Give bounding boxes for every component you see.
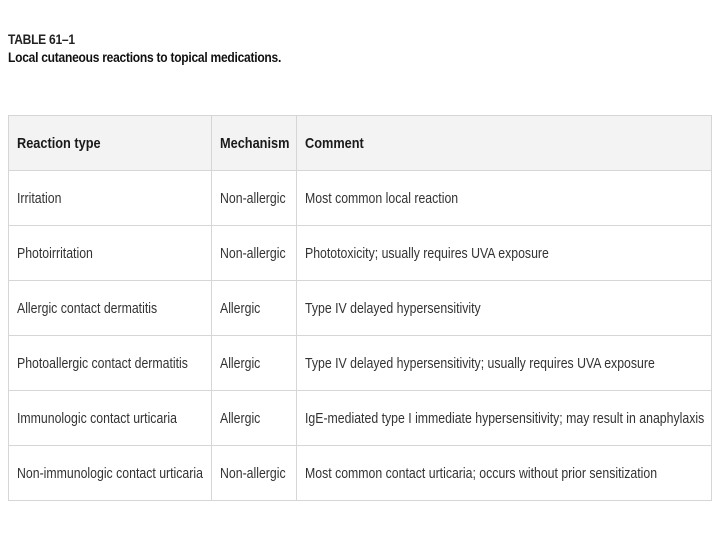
cell-comment xyxy=(297,446,712,501)
cell-mechanism xyxy=(212,226,297,281)
cell-text: Most common local reaction xyxy=(305,189,459,207)
table-row xyxy=(9,171,712,226)
header-reaction-type xyxy=(9,116,212,171)
table-row xyxy=(9,391,712,446)
table-row xyxy=(9,226,712,281)
cell-reaction-type xyxy=(9,171,212,226)
cell-text: Photoirritation xyxy=(17,244,93,262)
cell-text: IgE-mediated type I immediate hypersensitivity; may result in anaphylaxis xyxy=(305,409,705,427)
cell-text: Allergic contact dermatitis xyxy=(17,299,158,317)
cell-reaction-type xyxy=(9,336,212,391)
table-number: TABLE 61–1 xyxy=(8,31,75,47)
cell-mechanism xyxy=(212,391,297,446)
cell-text: Type IV delayed hypersensitivity xyxy=(305,299,481,317)
reactions-table xyxy=(8,115,712,501)
table-caption xyxy=(8,30,326,66)
table-header-row xyxy=(9,116,712,171)
cell-comment xyxy=(297,336,712,391)
cell-comment xyxy=(297,226,712,281)
header-mechanism-text: Mechanism xyxy=(220,134,290,152)
cell-reaction-type xyxy=(9,446,212,501)
cell-mechanism xyxy=(212,446,297,501)
cell-text: Type IV delayed hypersensitivity; usually requires UVA exposure xyxy=(305,354,655,372)
header-mechanism xyxy=(212,116,297,171)
cell-text: Non-allergic xyxy=(220,244,286,262)
header-reaction-type-text: Reaction type xyxy=(17,134,101,152)
cell-text: Most common contact urticaria; occurs without prior sensitization xyxy=(305,464,658,482)
header-comment xyxy=(297,116,712,171)
cell-reaction-type xyxy=(9,281,212,336)
cell-text: Phototoxicity; usually requires UVA exposure xyxy=(305,244,549,262)
cell-comment xyxy=(297,171,712,226)
table-title: Local cutaneous reactions to topical medications. xyxy=(8,49,282,65)
cell-comment xyxy=(297,391,712,446)
cell-comment xyxy=(297,281,712,336)
cell-text: Irritation xyxy=(17,189,62,207)
cell-reaction-type xyxy=(9,391,212,446)
cell-text: Non-allergic xyxy=(220,189,286,207)
cell-text: Allergic xyxy=(220,409,261,427)
cell-text: Allergic xyxy=(220,354,261,372)
table-row xyxy=(9,281,712,336)
cell-text: Immunologic contact urticaria xyxy=(17,409,177,427)
cell-mechanism xyxy=(212,281,297,336)
cell-text: Allergic xyxy=(220,299,261,317)
cell-text: Non-immunologic contact urticaria xyxy=(17,464,203,482)
cell-mechanism xyxy=(212,171,297,226)
cell-text: Photoallergic contact dermatitis xyxy=(17,354,188,372)
cell-mechanism xyxy=(212,336,297,391)
cell-reaction-type xyxy=(9,226,212,281)
table-row xyxy=(9,336,712,391)
header-comment-text: Comment xyxy=(305,134,364,152)
table-row xyxy=(9,446,712,501)
cell-text: Non-allergic xyxy=(220,464,286,482)
